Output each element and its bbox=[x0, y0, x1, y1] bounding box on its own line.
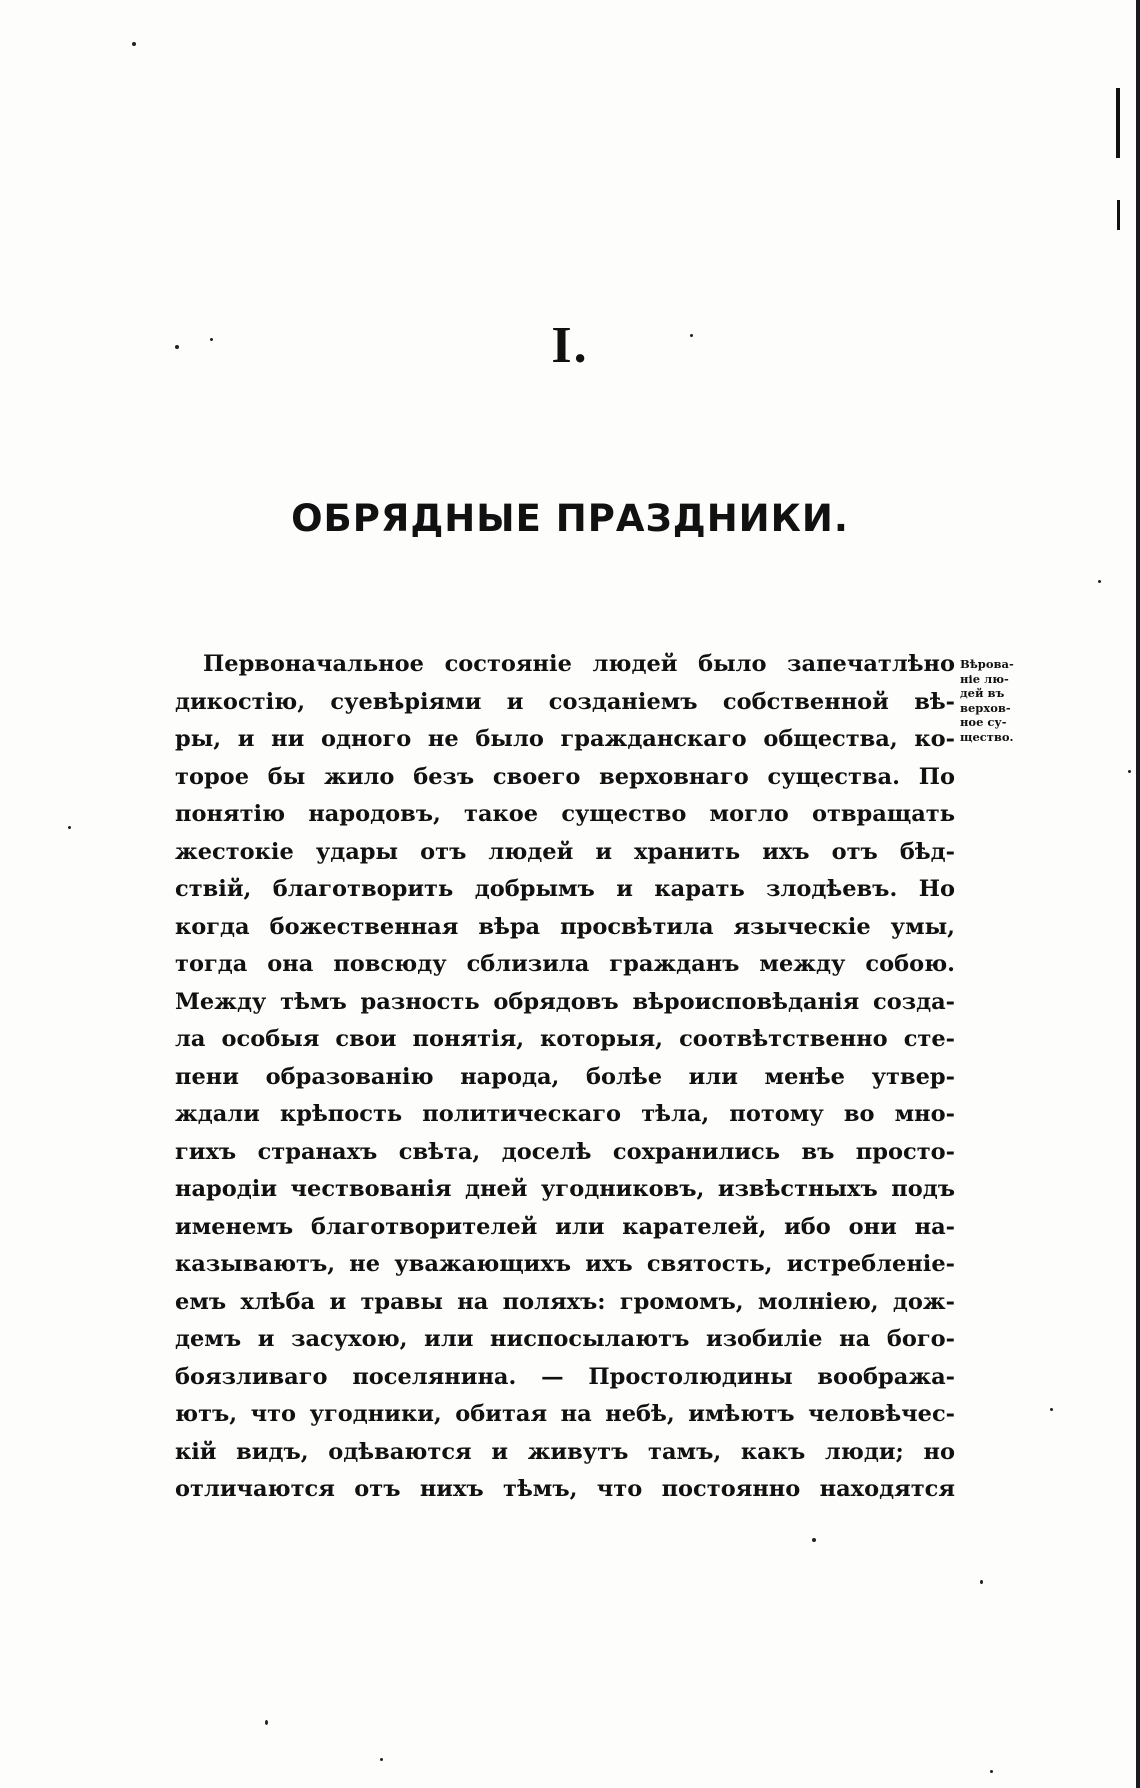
text-line: боязливаго поселянина. — Простолюдины вообража- bbox=[175, 1363, 955, 1390]
text-line: гихъ странахъ свѣта, доселѣ сохранились въ просто- bbox=[175, 1138, 955, 1165]
edge-mark bbox=[1117, 200, 1120, 230]
scan-speck bbox=[175, 345, 179, 349]
text-line: когда божественная вѣра просвѣтила языческіе умы, bbox=[175, 913, 955, 940]
margin-note-line: щество. bbox=[960, 729, 1014, 744]
scan-speck bbox=[68, 826, 71, 829]
scan-speck bbox=[1128, 770, 1131, 773]
text-line: Между тѣмъ разность обрядовъ вѣроисповѣданія созда- bbox=[175, 988, 955, 1015]
page-edge-shadow bbox=[1136, 0, 1140, 1788]
scan-speck bbox=[132, 42, 136, 46]
scan-speck bbox=[265, 1720, 268, 1725]
scan-speck bbox=[990, 1770, 993, 1773]
text-line: емъ хлѣба и травы на поляхъ: громомъ, молніею, дож- bbox=[175, 1288, 955, 1315]
text-line: пени образованію народа, болѣе или менѣе утвер- bbox=[175, 1063, 955, 1090]
edge-mark bbox=[1116, 88, 1120, 158]
scan-speck bbox=[1098, 580, 1101, 583]
text-line: понятію народовъ, такое существо могло отвращать bbox=[175, 801, 955, 827]
text-line: дикостію, суевѣріями и созданіемъ собственной вѣ- bbox=[175, 688, 955, 715]
scan-speck bbox=[380, 1758, 383, 1761]
text-line: демъ и засухою, или ниспосылаютъ изобиліе на бого- bbox=[175, 1326, 955, 1352]
text-line: ствій, благотворить добрымъ и карать злодѣевъ. Но bbox=[175, 876, 955, 902]
body-paragraph bbox=[175, 646, 955, 1509]
text-line: ютъ, что угодники, обитая на небѣ, имѣютъ человѣчес- bbox=[175, 1401, 955, 1427]
text-line: жестокіе удары отъ людей и хранить ихъ отъ бѣд- bbox=[175, 838, 955, 865]
margin-note-line: дей въ bbox=[960, 686, 1005, 700]
scan-speck bbox=[690, 334, 693, 337]
text-line: торое бы жило безъ своего верховнаго существа. По bbox=[175, 763, 955, 790]
text-line: народіи чествованія дней угодниковъ, извѣстныхъ подъ bbox=[175, 1176, 955, 1202]
text-line: именемъ благотворителей или карателей, ибо они на- bbox=[175, 1213, 955, 1240]
margin-note bbox=[960, 657, 1038, 744]
text-line: тогда она повсюду сблизила гражданъ между собою. bbox=[175, 951, 955, 977]
margin-note-line: Вѣрова- bbox=[960, 657, 1014, 671]
scan-speck bbox=[980, 1580, 983, 1584]
chapter-number: I. bbox=[551, 317, 589, 374]
margin-note-line: ное су- bbox=[960, 715, 1007, 729]
scan-speck bbox=[812, 1538, 816, 1542]
margin-note-line: верхов- bbox=[960, 700, 1011, 715]
margin-note-line: ніе лю- bbox=[960, 671, 1009, 686]
text-line: ры, и ни одного не было гражданскаго общества, ко- bbox=[175, 726, 955, 752]
text-line: ждали крѣпость политическаго тѣла, потому во мно- bbox=[175, 1101, 955, 1127]
scan-speck bbox=[210, 338, 213, 341]
text-line: ла особыя свои понятія, которыя, соотвѣтственно сте- bbox=[175, 1026, 955, 1052]
text-line: отличаются отъ нихъ тѣмъ, что постоянно находятся bbox=[175, 1476, 955, 1502]
text-line: кій видъ, одѣваются и живутъ тамъ, какъ люди; но bbox=[175, 1438, 955, 1465]
text-line: казываютъ, не уважающихъ ихъ святость, истребленіе- bbox=[175, 1251, 955, 1277]
scan-speck bbox=[1050, 1408, 1053, 1411]
text-line: Первоначальное состояніе людей было запечатлѣно bbox=[203, 651, 955, 677]
chapter-title: ОБРЯДНЫЕ ПРАЗДНИКИ. bbox=[291, 497, 849, 540]
